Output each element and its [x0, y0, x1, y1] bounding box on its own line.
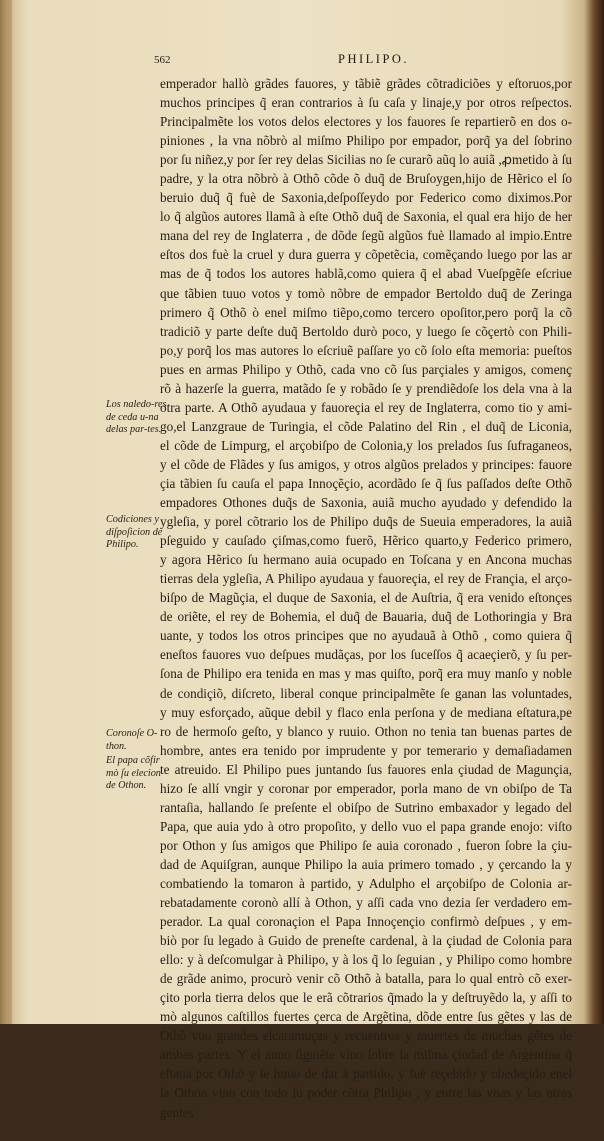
margin-note: El papa cõfir mò ſu elecion de Othon. — [106, 755, 161, 791]
text-line: çito porla tierra delos que le erã cõtrarios q̃mado la y deſtruyẽdo la, y aſſi to — [160, 990, 572, 1006]
text-line: rantaſia, hallando ſe preſente el obiſpo de Sutrino embaxador y legado del — [160, 799, 572, 815]
text-line: tradiciõ y parte deſte duq̃ Bertoldo durò poco, y luego ſe cõçertò con Phili- — [160, 323, 572, 339]
text-line: rõ à hazerſe la guerra, matãdo ſe y robãdo ſe y prendiẽdoſe los dela vna à la — [160, 380, 572, 396]
text-line: combatiendo la tomaron à partido, y Adulpho el arçobiſpo de Colonia ar- — [160, 875, 572, 891]
text-line: ro de hermoſo geſto, y blanco y ruuio. Othon no tenia tan buenas partes de — [160, 723, 572, 739]
text-line: tierras dela ygleſia, A Philipo ayudaua y fauoreçia, el rey de Françia, el arço- — [160, 571, 572, 587]
text-line: y muy esforçado, aũque debil y flaco enla perſona y de mediana eſtatura,pe — [160, 704, 572, 720]
text-line: Othõ vuo grandes eſcaramuças y recuentros y muertes de muchas gẽtes de — [160, 1028, 572, 1044]
text-line: padre, y la otra nõbrò à Othõ cõde õ duq̃ de Bruſoygen,hijo de Hẽrico el ſo — [160, 171, 572, 187]
text-line: que tãbien tuuo votos y tomò nõbre de empador Bertoldo duq̃ de Zeringa — [160, 285, 572, 301]
text-line: çia tãbien ſu cauſa el papa Innoçẽçio, acordãdo ſe q̃ ſus paſſados deſte Othõ — [160, 475, 572, 491]
text-line: ello: y à deſcomulgar à Philipo, y à los q̃ lo ſeguian , y Philipo como hombre — [160, 952, 572, 968]
page-header — [150, 52, 570, 72]
text-line: eſtos dos fuè la cruel y dura guerra y cõpetẽcia, comẽçando luego por las ar — [160, 247, 572, 263]
running-head: PHILIPO. — [338, 52, 410, 66]
text-line: pues en armas Philipo y Othõ, cada vno cõ ſus parçiales y amigos, començ — [160, 361, 572, 377]
text-line: emperador hallò grãdes fauores, y tãbiẽ grãdes cõtradiciões y eſtoruos,por — [160, 76, 572, 91]
text-line: hombre, antes era tenido por imprudente y por temerario y demaſiadamen — [160, 742, 572, 758]
text-line: muchos principes q̃ eran contrarios à ſu caſa y linaje,y por otros reſpectos. — [160, 95, 572, 111]
text-line: eneſtos fauores vuo deſpues mudãças, por los ſuceſſos q̃ acaeçierõ, y ſu per- — [160, 647, 572, 663]
text-line: mas de q̃ todos los autores hablã,como quiera q̃ el abad Vueſpgẽſe eſcriue — [160, 266, 572, 282]
text-line: el cõde de Limpurg, el arçobiſpo de Colonia,y los prelados ſus ſufraganeos, — [160, 437, 572, 453]
text-line: beruio duq̃ q̃ fuè de Saxonia,deſpoſſeydo por Federico como diximos.Por — [160, 190, 572, 206]
text-line: piniones , la vna nõbrò al miſmo Philipo por empador, porq̃ ya del ſobrino — [160, 133, 572, 149]
page-edge — [0, 0, 12, 1024]
page-number: 562 — [154, 54, 171, 66]
text-line: go,el Lanzgraue de Turingia, el cõde Palatino del Rin , el duq̃ de Liconia, — [160, 418, 572, 434]
text-line: la Othon vino con todo ſu poder cõtra Philipo , y entre las vnas y las otras — [160, 1085, 572, 1101]
text-line: lo q̃ algũos autores llamã à eſte Othõ duq̃ de Saxonia, el qual era hijo de her — [160, 209, 572, 225]
text-line: por Othon y ſus amigos que Philipo ſe auia coronado , fueron ſobre la çiu- — [160, 837, 572, 853]
text-line: perador. La qual coronaçion el Papa Innoçençio confirmò deſpues , y em- — [160, 914, 572, 930]
text-line: primero q̃ Othõ ò enel miſmo tiẽpo,como tercero opoſitor,pero porq̃ la cõ — [160, 304, 572, 320]
text-line: y el cõde de Flãdes y ſus amigos, y otros algũos prelados y principes: fauore — [160, 456, 572, 472]
margin-note: Codiciones y diſpoſicion de Philipo. — [106, 514, 163, 550]
text-line: te atreuido. El Philipo pues juntando ſus fauores enla çiudad de Magunçia, — [160, 761, 572, 777]
text-line: de oriẽte, el rey de Bohemia, el duq̃ de Bauaria, duq̃ de Lothoringia y Bra — [160, 609, 572, 625]
text-line: ambas partes. Y el anno ſiguiẽte vino ſobre la miſma çiudad de Argentina q̃ — [160, 1047, 572, 1063]
text-line: empadores Othones duq̃s de Saxonia, auiã mucho ayudado y defendido la — [160, 495, 572, 511]
text-line: rebatadamente coronò allí à Othon, y aſſi cada vno dezia ſer verdadero em- — [160, 895, 572, 911]
text-line: dad de Aquiſgran, aunque Philipo la auia primero tomado , y çercando la y — [160, 856, 572, 872]
text-line: biſpo de Magũçia, el duque de Saxonia, el de Auſtria, q̃ era venido eſtonçes — [160, 590, 572, 606]
text-line: eſtaua por Othõ y ſe huuo de dar à partido, y fuè reçebido y obedeçido enel — [160, 1066, 572, 1082]
text-line: de condiçiõ, diſcreto, liberal conque principalmẽte ſe ganan las voluntades, — [160, 685, 572, 701]
text-line: mò algunos caſtillos fuertes çerca de Argẽtina, dõde entre ſus gẽtes y las de — [160, 1009, 572, 1025]
margin-note: Coronoſe O-thon. — [106, 728, 158, 752]
text-line: Principalmẽte los votos delos electores y los fauores ſe repartierõ en dos o- — [160, 114, 572, 130]
body-text-column — [160, 74, 572, 1141]
text-line: biò por ſu legado à Guido de preneſte cardenal, à la çiudad de Colonia para — [160, 933, 572, 949]
text-line: uante, y todos los otros principes que no ayudauã à Othõ , como quiera q̃ — [160, 628, 572, 644]
text-line: ygleſia, y porel cõtrario los de Philipo duq̃s de Sueuia emperadores, la auiã — [160, 514, 572, 530]
text-line: ſona de Philipo era tenida en mas y mas quiſto, porq̃ era muy manſo y noble — [160, 666, 572, 682]
text-line: y agora Hẽrico ſu hermano auia ocupado en Toſcana y en Ancona muchas — [160, 552, 572, 568]
text-line: otra parte. A Othõ ayudaua y fauoreçia el rey de Inglaterra, como tio y ami- — [160, 399, 572, 415]
text-line: pſeguido y cauſado çiſmas,como fuerõ, Hẽrico quarto,y Federico primero, — [160, 533, 572, 549]
text-line: po,y porq̃ los mas autores lo eſcriuẽ paſſare yo cõ ſolo eſta memoria: pueſtos — [160, 342, 572, 358]
text-line: gentes — [160, 1104, 194, 1120]
text-line: de grãde animo, procurò venir cõ Othõ à batalla, para lo qual entrò cõ exer- — [160, 971, 572, 987]
catchword — [160, 1122, 572, 1141]
text-line: por ſu niñez,y por ſer rey delas Sicilias no ſe curarõ aũq lo auiã ,ꝓmetido à ſu — [160, 152, 572, 168]
margin-note: Los naledo-res de ceda u-na delas par-tes. — [106, 399, 167, 435]
text-line: Papa, que auia ydo à otro propoſito, y dello vuo el papa grande enojo: viſto — [160, 818, 572, 834]
text-line: mana del rey de Inglaterra , de dõde ſegũ algũos fuè llamado al impio.Entre — [160, 228, 572, 244]
text-line: hizo ſe allí vngir y coronar por emperador, porla mano de vn obiſpo de Ta — [160, 780, 572, 796]
